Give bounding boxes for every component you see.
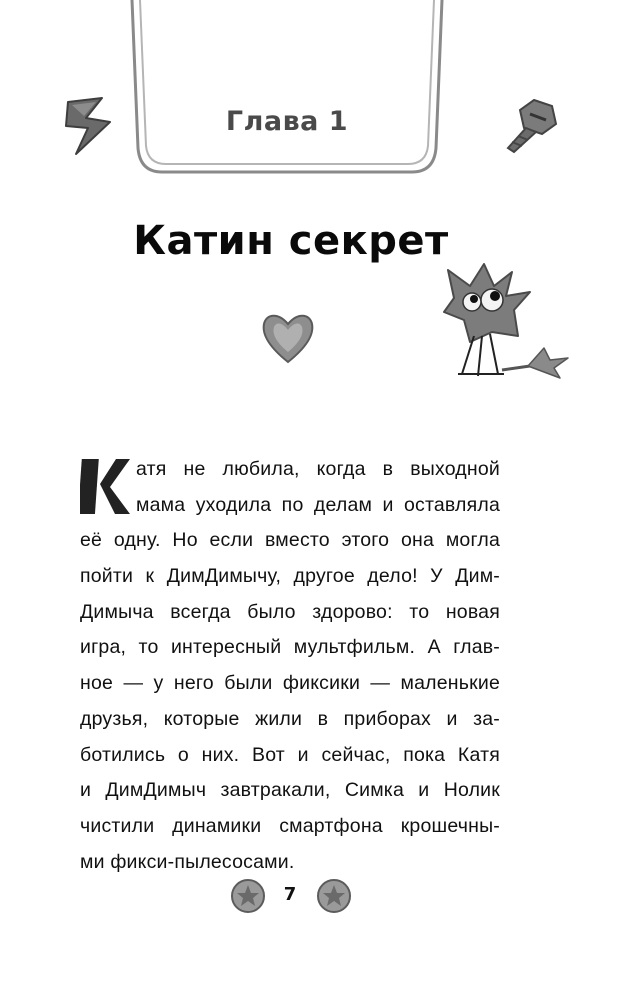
paragraph-line: чистили динамики смартфона крошечны- xyxy=(80,814,500,837)
body-paragraph xyxy=(80,452,500,880)
fixik-character xyxy=(440,262,572,384)
paragraph-line: её одну. Но если вместо этого она могла xyxy=(80,529,500,552)
paragraph-line: атя не любила, когда в выходной xyxy=(136,458,500,480)
paragraph-line: игра, то интересный мультфильм. А глав- xyxy=(80,636,500,659)
paragraph-line: ми фикси-пылесосами. xyxy=(80,850,295,873)
rivet-icon xyxy=(316,878,352,914)
paragraph-line: Димыча всегда было здорово: то новая xyxy=(80,600,500,623)
page-number: 7 xyxy=(283,884,297,905)
svg-text:К: К xyxy=(80,456,81,457)
rivet-icon xyxy=(230,878,266,914)
chapter-title: Катин секрет xyxy=(133,218,449,264)
paragraph-line: ботились о них. Вот и сейчас, пока Катя xyxy=(80,743,500,766)
screw-icon xyxy=(500,96,566,158)
paragraph-line: пойти к ДимДимычу, другое дело! У Дим- xyxy=(80,565,500,588)
lightning-icon xyxy=(62,96,120,160)
paragraph-line: ное — у него были фиксики — маленькие xyxy=(80,672,500,695)
heart-icon xyxy=(258,308,318,366)
chapter-label: Глава 1 xyxy=(225,106,349,137)
paragraph-line: друзья, которые жили в приборах и за- xyxy=(80,707,500,730)
paragraph-line: и ДимДимыч завтракали, Симка и Нолик xyxy=(80,779,500,802)
paragraph-line: мама уходила по делам и оставляла xyxy=(136,493,500,516)
chapter-frame xyxy=(128,0,446,182)
